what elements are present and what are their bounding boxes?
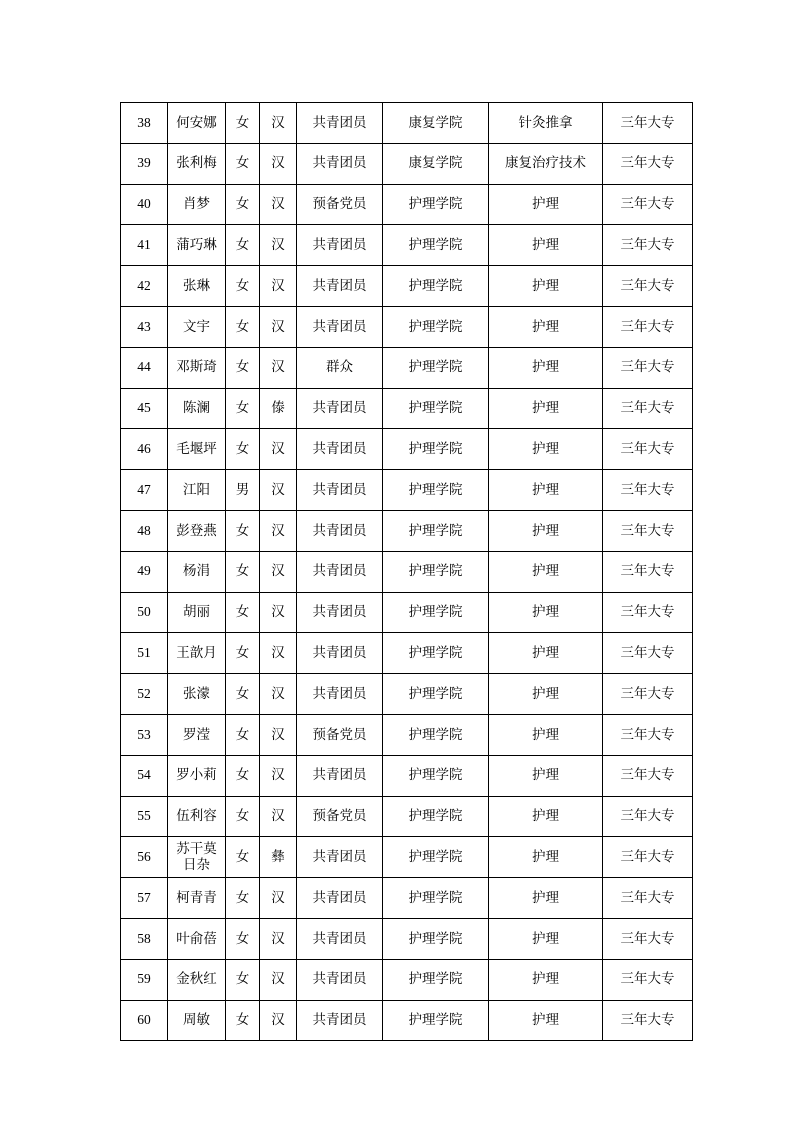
cell-major: 护理 <box>489 347 603 388</box>
cell-pol: 共青团员 <box>297 470 383 511</box>
cell-idx: 51 <box>121 633 168 674</box>
table-row <box>121 796 693 837</box>
cell-name: 彭登燕 <box>168 510 226 551</box>
cell-sex: 女 <box>226 510 260 551</box>
cell-major: 护理 <box>489 674 603 715</box>
cell-degree: 三年大专 <box>603 184 693 225</box>
cell-degree: 三年大专 <box>603 878 693 919</box>
cell-pol: 共青团员 <box>297 266 383 307</box>
cell-degree: 三年大专 <box>603 1000 693 1041</box>
cell-sex: 女 <box>226 837 260 878</box>
cell-eth: 汉 <box>260 714 297 755</box>
cell-name: 胡丽 <box>168 592 226 633</box>
cell-major: 护理 <box>489 837 603 878</box>
cell-name: 肖梦 <box>168 184 226 225</box>
table-row <box>121 551 693 592</box>
cell-idx: 43 <box>121 306 168 347</box>
cell-major: 护理 <box>489 878 603 919</box>
cell-idx: 47 <box>121 470 168 511</box>
cell-col: 护理学院 <box>383 306 489 347</box>
cell-pol: 共青团员 <box>297 103 383 144</box>
table-row <box>121 143 693 184</box>
cell-pol: 共青团员 <box>297 592 383 633</box>
cell-sex: 女 <box>226 184 260 225</box>
cell-degree: 三年大专 <box>603 429 693 470</box>
cell-eth: 汉 <box>260 796 297 837</box>
cell-col: 护理学院 <box>383 1000 489 1041</box>
cell-name: 江阳 <box>168 470 226 511</box>
cell-col: 护理学院 <box>383 755 489 796</box>
cell-col: 护理学院 <box>383 674 489 715</box>
cell-major: 护理 <box>489 551 603 592</box>
table-row <box>121 429 693 470</box>
cell-name: 文宇 <box>168 306 226 347</box>
cell-sex: 女 <box>226 918 260 959</box>
cell-col: 护理学院 <box>383 959 489 1000</box>
cell-name: 罗滢 <box>168 714 226 755</box>
cell-degree: 三年大专 <box>603 388 693 429</box>
cell-major: 护理 <box>489 184 603 225</box>
cell-degree: 三年大专 <box>603 551 693 592</box>
cell-name: 王歆月 <box>168 633 226 674</box>
table-row <box>121 510 693 551</box>
cell-col: 护理学院 <box>383 837 489 878</box>
roster-table-body <box>121 103 693 1041</box>
cell-major: 护理 <box>489 510 603 551</box>
cell-name: 张琳 <box>168 266 226 307</box>
cell-sex: 女 <box>226 266 260 307</box>
cell-sex: 女 <box>226 347 260 388</box>
cell-major: 护理 <box>489 918 603 959</box>
cell-eth: 傣 <box>260 388 297 429</box>
cell-col: 护理学院 <box>383 714 489 755</box>
cell-idx: 45 <box>121 388 168 429</box>
cell-sex: 女 <box>226 796 260 837</box>
cell-eth: 汉 <box>260 592 297 633</box>
cell-degree: 三年大专 <box>603 306 693 347</box>
cell-idx: 48 <box>121 510 168 551</box>
cell-pol: 共青团员 <box>297 918 383 959</box>
cell-eth: 汉 <box>260 470 297 511</box>
cell-idx: 46 <box>121 429 168 470</box>
cell-eth: 彝 <box>260 837 297 878</box>
cell-sex: 男 <box>226 470 260 511</box>
cell-idx: 53 <box>121 714 168 755</box>
cell-eth: 汉 <box>260 551 297 592</box>
cell-eth: 汉 <box>260 306 297 347</box>
cell-name: 苏干莫日杂 <box>168 837 226 878</box>
cell-name: 陈澜 <box>168 388 226 429</box>
cell-sex: 女 <box>226 551 260 592</box>
cell-idx: 60 <box>121 1000 168 1041</box>
cell-degree: 三年大专 <box>603 633 693 674</box>
table-row <box>121 714 693 755</box>
cell-idx: 44 <box>121 347 168 388</box>
cell-degree: 三年大专 <box>603 266 693 307</box>
cell-col: 护理学院 <box>383 429 489 470</box>
cell-col: 护理学院 <box>383 918 489 959</box>
cell-degree: 三年大专 <box>603 755 693 796</box>
table-row <box>121 470 693 511</box>
cell-col: 康复学院 <box>383 143 489 184</box>
table-row <box>121 306 693 347</box>
cell-name: 张濛 <box>168 674 226 715</box>
cell-degree: 三年大专 <box>603 959 693 1000</box>
cell-idx: 50 <box>121 592 168 633</box>
cell-pol: 共青团员 <box>297 674 383 715</box>
cell-major: 护理 <box>489 755 603 796</box>
cell-pol: 共青团员 <box>297 306 383 347</box>
cell-name: 何安娜 <box>168 103 226 144</box>
cell-major: 护理 <box>489 592 603 633</box>
cell-major: 护理 <box>489 633 603 674</box>
cell-sex: 女 <box>226 714 260 755</box>
cell-name: 罗小莉 <box>168 755 226 796</box>
cell-eth: 汉 <box>260 429 297 470</box>
cell-idx: 40 <box>121 184 168 225</box>
cell-major: 护理 <box>489 714 603 755</box>
cell-pol: 预备党员 <box>297 714 383 755</box>
cell-idx: 54 <box>121 755 168 796</box>
table-row <box>121 918 693 959</box>
cell-major: 护理 <box>489 429 603 470</box>
cell-eth: 汉 <box>260 755 297 796</box>
cell-degree: 三年大专 <box>603 143 693 184</box>
cell-sex: 女 <box>226 1000 260 1041</box>
cell-pol: 共青团员 <box>297 429 383 470</box>
cell-pol: 共青团员 <box>297 633 383 674</box>
table-row <box>121 266 693 307</box>
cell-sex: 女 <box>226 103 260 144</box>
cell-major: 护理 <box>489 225 603 266</box>
cell-eth: 汉 <box>260 674 297 715</box>
cell-sex: 女 <box>226 429 260 470</box>
cell-col: 护理学院 <box>383 796 489 837</box>
cell-degree: 三年大专 <box>603 225 693 266</box>
table-row <box>121 837 693 878</box>
cell-major: 护理 <box>489 959 603 1000</box>
cell-eth: 汉 <box>260 633 297 674</box>
table-row <box>121 878 693 919</box>
cell-pol: 共青团员 <box>297 551 383 592</box>
cell-pol: 共青团员 <box>297 388 383 429</box>
cell-name: 张利梅 <box>168 143 226 184</box>
cell-sex: 女 <box>226 143 260 184</box>
cell-name: 周敏 <box>168 1000 226 1041</box>
cell-major: 护理 <box>489 470 603 511</box>
cell-sex: 女 <box>226 306 260 347</box>
cell-eth: 汉 <box>260 347 297 388</box>
cell-col: 护理学院 <box>383 388 489 429</box>
table-row <box>121 388 693 429</box>
cell-col: 护理学院 <box>383 510 489 551</box>
table-row <box>121 592 693 633</box>
table-row <box>121 755 693 796</box>
cell-idx: 55 <box>121 796 168 837</box>
table-row <box>121 1000 693 1041</box>
cell-idx: 41 <box>121 225 168 266</box>
cell-pol: 共青团员 <box>297 959 383 1000</box>
cell-pol: 共青团员 <box>297 1000 383 1041</box>
cell-degree: 三年大专 <box>603 714 693 755</box>
cell-name: 叶俞蓓 <box>168 918 226 959</box>
cell-col: 康复学院 <box>383 103 489 144</box>
cell-eth: 汉 <box>260 918 297 959</box>
cell-idx: 49 <box>121 551 168 592</box>
cell-idx: 38 <box>121 103 168 144</box>
cell-degree: 三年大专 <box>603 592 693 633</box>
cell-pol: 共青团员 <box>297 225 383 266</box>
cell-col: 护理学院 <box>383 225 489 266</box>
cell-major: 针灸推拿 <box>489 103 603 144</box>
cell-major: 护理 <box>489 388 603 429</box>
cell-name: 邓斯琦 <box>168 347 226 388</box>
cell-eth: 汉 <box>260 510 297 551</box>
cell-col: 护理学院 <box>383 184 489 225</box>
cell-sex: 女 <box>226 878 260 919</box>
cell-degree: 三年大专 <box>603 103 693 144</box>
cell-major: 护理 <box>489 266 603 307</box>
cell-eth: 汉 <box>260 1000 297 1041</box>
cell-degree: 三年大专 <box>603 837 693 878</box>
cell-sex: 女 <box>226 959 260 1000</box>
cell-degree: 三年大专 <box>603 918 693 959</box>
cell-col: 护理学院 <box>383 878 489 919</box>
cell-sex: 女 <box>226 633 260 674</box>
roster-table <box>120 102 693 1041</box>
cell-pol: 共青团员 <box>297 755 383 796</box>
cell-pol: 共青团员 <box>297 878 383 919</box>
cell-pol: 共青团员 <box>297 837 383 878</box>
table-row <box>121 959 693 1000</box>
cell-col: 护理学院 <box>383 266 489 307</box>
cell-eth: 汉 <box>260 103 297 144</box>
cell-name: 毛堰坪 <box>168 429 226 470</box>
cell-name: 杨涓 <box>168 551 226 592</box>
cell-eth: 汉 <box>260 225 297 266</box>
cell-idx: 57 <box>121 878 168 919</box>
cell-major: 护理 <box>489 796 603 837</box>
cell-col: 护理学院 <box>383 592 489 633</box>
cell-idx: 42 <box>121 266 168 307</box>
cell-major: 护理 <box>489 1000 603 1041</box>
cell-sex: 女 <box>226 755 260 796</box>
cell-eth: 汉 <box>260 143 297 184</box>
cell-idx: 52 <box>121 674 168 715</box>
cell-degree: 三年大专 <box>603 470 693 511</box>
cell-degree: 三年大专 <box>603 796 693 837</box>
cell-idx: 58 <box>121 918 168 959</box>
cell-sex: 女 <box>226 225 260 266</box>
cell-name: 蒲巧琳 <box>168 225 226 266</box>
cell-col: 护理学院 <box>383 551 489 592</box>
cell-degree: 三年大专 <box>603 674 693 715</box>
cell-name: 柯青青 <box>168 878 226 919</box>
cell-idx: 39 <box>121 143 168 184</box>
cell-major: 康复治疗技术 <box>489 143 603 184</box>
cell-sex: 女 <box>226 388 260 429</box>
cell-idx: 59 <box>121 959 168 1000</box>
cell-sex: 女 <box>226 592 260 633</box>
cell-degree: 三年大专 <box>603 347 693 388</box>
cell-major: 护理 <box>489 306 603 347</box>
cell-idx: 56 <box>121 837 168 878</box>
cell-pol: 共青团员 <box>297 510 383 551</box>
table-row <box>121 347 693 388</box>
cell-sex: 女 <box>226 674 260 715</box>
table-row <box>121 674 693 715</box>
cell-pol: 群众 <box>297 347 383 388</box>
table-row <box>121 225 693 266</box>
cell-eth: 汉 <box>260 184 297 225</box>
cell-col: 护理学院 <box>383 470 489 511</box>
cell-col: 护理学院 <box>383 347 489 388</box>
table-row <box>121 103 693 144</box>
cell-name: 金秋红 <box>168 959 226 1000</box>
cell-pol: 共青团员 <box>297 143 383 184</box>
cell-eth: 汉 <box>260 878 297 919</box>
table-row <box>121 633 693 674</box>
cell-eth: 汉 <box>260 959 297 1000</box>
cell-pol: 预备党员 <box>297 184 383 225</box>
cell-eth: 汉 <box>260 266 297 307</box>
cell-col: 护理学院 <box>383 633 489 674</box>
cell-degree: 三年大专 <box>603 510 693 551</box>
cell-pol: 预备党员 <box>297 796 383 837</box>
table-row <box>121 184 693 225</box>
cell-name: 伍利容 <box>168 796 226 837</box>
